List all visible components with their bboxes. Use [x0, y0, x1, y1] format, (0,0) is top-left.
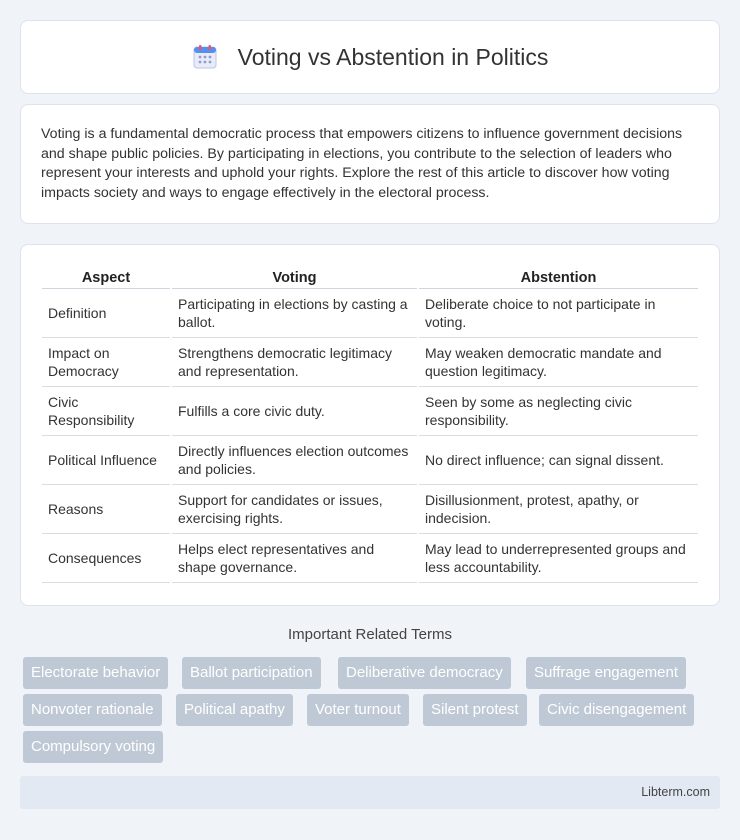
- tag-nonvoter-rationale[interactable]: Nonvoter rationale: [23, 694, 162, 726]
- tag-compulsory-voting[interactable]: Compulsory voting: [23, 731, 163, 763]
- cell-aspect: Civic Responsibility: [42, 387, 170, 436]
- cell-voting: Helps elect representatives and shape governance.: [172, 534, 417, 583]
- tag-suffrage-engagement[interactable]: Suffrage engagement: [526, 657, 686, 689]
- header-card: [20, 20, 720, 94]
- cell-abstention: May weaken democratic mandate and question legitimacy.: [419, 338, 698, 387]
- calendar-icon: [192, 44, 218, 70]
- page-title: Voting vs Abstention in Politics: [237, 43, 549, 70]
- cell-aspect: Consequences: [42, 534, 170, 583]
- cell-voting: Support for candidates or issues, exercising rights.: [172, 485, 417, 534]
- cell-voting: Fulfills a core civic duty.: [172, 387, 417, 436]
- comparison-table-card: [20, 244, 720, 606]
- tag-civic-disengagement[interactable]: Civic disengagement: [539, 694, 694, 726]
- column-header-voting: Voting: [172, 265, 417, 289]
- cell-aspect: Definition: [42, 289, 170, 338]
- table-row: [42, 289, 698, 338]
- footer: [20, 776, 720, 809]
- tag-ballot-participation[interactable]: Ballot participation: [182, 657, 321, 689]
- cell-aspect: Political Influence: [42, 436, 170, 485]
- table-row: [42, 338, 698, 387]
- tag-electorate-behavior[interactable]: Electorate behavior: [23, 657, 168, 689]
- tag-deliberative-democracy[interactable]: Deliberative democracy: [338, 657, 511, 689]
- tag-silent-protest[interactable]: Silent protest: [423, 694, 527, 726]
- tag-voter-turnout[interactable]: Voter turnout: [307, 694, 409, 726]
- cell-abstention: Seen by some as neglecting civic responsibility.: [419, 387, 698, 436]
- table-row: [42, 485, 698, 534]
- intro-paragraph: Voting is a fundamental democratic process that empowers citizens to influence government decisions and shape public policies. By participating in elections, you contribute to the selection of leaders who represent your interests and uphold your rights. Explore the rest of this article to discover how voting impacts society and ways to engage effectively in the electoral process.: [41, 126, 683, 201]
- cell-abstention: Disillusionment, protest, apathy, or indecision.: [419, 485, 698, 534]
- column-header-aspect: Aspect: [42, 265, 170, 289]
- table-row: [42, 436, 698, 485]
- column-header-abstention: Abstention: [419, 265, 698, 289]
- cell-abstention: No direct influence; can signal dissent.: [419, 436, 698, 485]
- cell-voting: Participating in elections by casting a ballot.: [172, 289, 417, 338]
- cell-aspect: Impact on Democracy: [42, 338, 170, 387]
- cell-voting: Strengthens democratic legitimacy and representation.: [172, 338, 417, 387]
- table-row: [42, 387, 698, 436]
- footer-site-link[interactable]: Libterm.com: [641, 785, 710, 799]
- cell-aspect: Reasons: [42, 485, 170, 534]
- intro-card: [20, 104, 720, 224]
- related-terms-title: Important Related Terms: [288, 626, 452, 643]
- cell-abstention: Deliberate choice to not participate in voting.: [419, 289, 698, 338]
- table-header-row: [42, 265, 698, 289]
- tag-political-apathy[interactable]: Political apathy: [176, 694, 293, 726]
- comparison-table: [40, 265, 700, 583]
- table-row: [42, 534, 698, 583]
- cell-abstention: May lead to underrepresented groups and less accountability.: [419, 534, 698, 583]
- cell-voting: Directly influences election outcomes and policies.: [172, 436, 417, 485]
